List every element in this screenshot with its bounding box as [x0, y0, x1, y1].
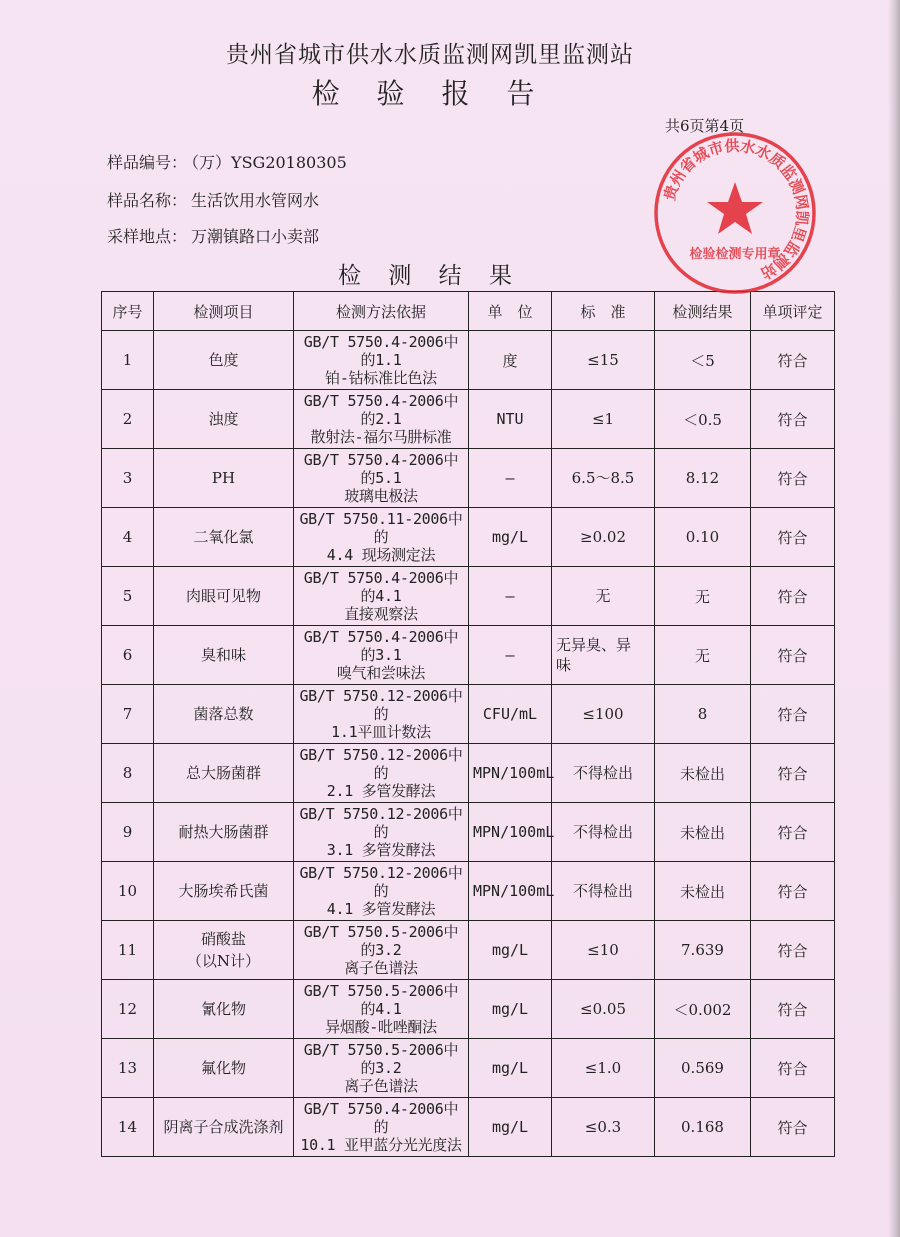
- cell-no: 9: [102, 803, 154, 862]
- cell-no: 12: [102, 980, 154, 1039]
- cell-standard: ≤10: [552, 921, 655, 980]
- cell-evaluation: 符合: [751, 626, 835, 685]
- report-title: 检 验 报 告: [311, 77, 549, 110]
- table-row: [102, 862, 835, 921]
- organization-name: 贵州省城市供水水质监测网凯里监测站: [226, 42, 634, 68]
- official-seal: [652, 130, 818, 296]
- cell-item: 菌落总数: [154, 685, 294, 744]
- cell-unit: —: [469, 626, 552, 685]
- cell-unit: mg/L: [469, 980, 552, 1039]
- cell-item: 二氧化氯: [154, 508, 294, 567]
- cell-evaluation: 符合: [751, 390, 835, 449]
- cell-standard: 不得检出: [552, 862, 655, 921]
- table-row: [102, 390, 835, 449]
- page-edge-shadow: [888, 0, 900, 1237]
- cell-no: 11: [102, 921, 154, 980]
- sample-id-label: 样品编号：: [107, 153, 188, 172]
- cell-result: 未检出: [655, 862, 751, 921]
- seal-ring-textpath: 贵州省城市供水水质监测网凯里监测站: [660, 136, 812, 283]
- cell-result: ＜5: [655, 331, 751, 390]
- results-table: [101, 291, 835, 1157]
- seal-sub-text: 检验检测专用章: [689, 247, 781, 262]
- sample-name-label: 样品名称：: [107, 191, 188, 210]
- cell-no: 8: [102, 744, 154, 803]
- table-row: [102, 331, 835, 390]
- cell-no: 4: [102, 508, 154, 567]
- cell-standard: 不得检出: [552, 803, 655, 862]
- page-indicator: 共6页第4页: [665, 117, 745, 135]
- header-unit: 单 位: [469, 292, 552, 331]
- cell-unit: MPN/100mL: [469, 744, 552, 803]
- cell-result: 8.12: [655, 449, 751, 508]
- cell-no: 7: [102, 685, 154, 744]
- header-evaluation: 单项评定: [751, 292, 835, 331]
- cell-evaluation: 符合: [751, 803, 835, 862]
- sample-name-value: 生活饮用水管网水: [191, 191, 320, 210]
- cell-no: 5: [102, 567, 154, 626]
- cell-result: ＜0.002: [655, 980, 751, 1039]
- sample-site-line: [107, 224, 319, 247]
- cell-result: 0.10: [655, 508, 751, 567]
- cell-unit: MPN/100mL: [469, 862, 552, 921]
- cell-method: GB/T 5750.4-2006中的4.1 直接观察法: [294, 567, 469, 626]
- cell-evaluation: 符合: [751, 685, 835, 744]
- cell-standard: ≤15: [552, 331, 655, 390]
- cell-evaluation: 符合: [751, 1098, 835, 1157]
- table-header-row: [102, 292, 835, 331]
- header-standard: 标 准: [552, 292, 655, 331]
- cell-standard: 无: [552, 567, 655, 626]
- cell-evaluation: 符合: [751, 567, 835, 626]
- cell-method: GB/T 5750.4-2006中的2.1 散射法-福尔马肼标准: [294, 390, 469, 449]
- cell-item: 肉眼可见物: [154, 567, 294, 626]
- cell-result: 0.569: [655, 1039, 751, 1098]
- cell-method: GB/T 5750.12-2006中的 4.1 多管发酵法: [294, 862, 469, 921]
- table-row: [102, 685, 835, 744]
- cell-evaluation: 符合: [751, 862, 835, 921]
- table-row: [102, 567, 835, 626]
- table-row: [102, 980, 835, 1039]
- cell-unit: CFU/mL: [469, 685, 552, 744]
- sample-name-line: [107, 188, 319, 211]
- sample-id-line: [107, 150, 347, 173]
- cell-method: GB/T 5750.5-2006中的3.2 离子色谱法: [294, 921, 469, 980]
- results-body: [102, 331, 835, 1157]
- table-row: [102, 744, 835, 803]
- sample-site-label: 采样地点：: [107, 227, 188, 246]
- results-title: 检 测 结 果: [338, 263, 522, 289]
- cell-result: 无: [655, 626, 751, 685]
- cell-result: 0.168: [655, 1098, 751, 1157]
- cell-evaluation: 符合: [751, 921, 835, 980]
- cell-standard: ≤1.0: [552, 1039, 655, 1098]
- cell-method: GB/T 5750.5-2006中的4.1 异烟酸-吡唑酮法: [294, 980, 469, 1039]
- cell-item: 耐热大肠菌群: [154, 803, 294, 862]
- header-method: 检测方法依据: [294, 292, 469, 331]
- cell-no: 13: [102, 1039, 154, 1098]
- cell-result: 8: [655, 685, 751, 744]
- cell-unit: 度: [469, 331, 552, 390]
- cell-evaluation: 符合: [751, 980, 835, 1039]
- header-result: 检测结果: [655, 292, 751, 331]
- table-row: [102, 508, 835, 567]
- cell-standard: ≤0.3: [552, 1098, 655, 1157]
- cell-method: GB/T 5750.4-2006中的1.1 铂-钴标准比色法: [294, 331, 469, 390]
- cell-no: 14: [102, 1098, 154, 1157]
- cell-item: 氟化物: [154, 1039, 294, 1098]
- cell-result: 未检出: [655, 744, 751, 803]
- cell-result: 无: [655, 567, 751, 626]
- cell-item: 硝酸盐 （以N计）: [154, 921, 294, 980]
- cell-unit: mg/L: [469, 508, 552, 567]
- cell-no: 6: [102, 626, 154, 685]
- cell-unit: mg/L: [469, 921, 552, 980]
- cell-unit: —: [469, 567, 552, 626]
- sample-site-value: 万潮镇路口小卖部: [191, 227, 320, 246]
- cell-method: GB/T 5750.12-2006中的 3.1 多管发酵法: [294, 803, 469, 862]
- cell-evaluation: 符合: [751, 1039, 835, 1098]
- cell-standard: 不得检出: [552, 744, 655, 803]
- cell-unit: —: [469, 449, 552, 508]
- cell-evaluation: 符合: [751, 449, 835, 508]
- table-row: [102, 921, 835, 980]
- cell-standard: ≤100: [552, 685, 655, 744]
- cell-item: PH: [154, 449, 294, 508]
- cell-item: 浊度: [154, 390, 294, 449]
- cell-evaluation: 符合: [751, 744, 835, 803]
- cell-standard: 6.5～8.5: [552, 449, 655, 508]
- cell-method: GB/T 5750.11-2006中的 4.4 现场测定法: [294, 508, 469, 567]
- cell-method: GB/T 5750.5-2006中的3.2 离子色谱法: [294, 1039, 469, 1098]
- seal-star-icon: [707, 182, 763, 234]
- cell-method: GB/T 5750.12-2006中的 1.1平皿计数法: [294, 685, 469, 744]
- cell-standard: ≥0.02: [552, 508, 655, 567]
- table-row: [102, 1039, 835, 1098]
- cell-method: GB/T 5750.12-2006中的 2.1 多管发酵法: [294, 744, 469, 803]
- cell-standard: ≤1: [552, 390, 655, 449]
- cell-method: GB/T 5750.4-2006中的 10.1 亚甲蓝分光光度法: [294, 1098, 469, 1157]
- header-no: 序号: [102, 292, 154, 331]
- header-item: 检测项目: [154, 292, 294, 331]
- cell-no: 2: [102, 390, 154, 449]
- cell-item: 大肠埃希氏菌: [154, 862, 294, 921]
- cell-unit: MPN/100mL: [469, 803, 552, 862]
- cell-standard: 无异臭、异 味: [552, 626, 655, 685]
- cell-result: 7.639: [655, 921, 751, 980]
- table-row: [102, 449, 835, 508]
- cell-item: 臭和味: [154, 626, 294, 685]
- cell-method: GB/T 5750.4-2006中的5.1 玻璃电极法: [294, 449, 469, 508]
- table-row: [102, 1098, 835, 1157]
- cell-result: 未检出: [655, 803, 751, 862]
- cell-standard: ≤0.05: [552, 980, 655, 1039]
- sample-id-value: （万）YSG20180305: [191, 153, 347, 172]
- cell-method: GB/T 5750.4-2006中的3.1 嗅气和尝味法: [294, 626, 469, 685]
- table-row: [102, 803, 835, 862]
- cell-item: 总大肠菌群: [154, 744, 294, 803]
- cell-no: 3: [102, 449, 154, 508]
- cell-unit: mg/L: [469, 1098, 552, 1157]
- cell-no: 10: [102, 862, 154, 921]
- cell-no: 1: [102, 331, 154, 390]
- cell-unit: mg/L: [469, 1039, 552, 1098]
- cell-item: 阴离子合成洗涤剂: [154, 1098, 294, 1157]
- cell-result: ＜0.5: [655, 390, 751, 449]
- cell-item: 氰化物: [154, 980, 294, 1039]
- cell-item: 色度: [154, 331, 294, 390]
- cell-evaluation: 符合: [751, 331, 835, 390]
- table-row: [102, 626, 835, 685]
- cell-evaluation: 符合: [751, 508, 835, 567]
- cell-unit: NTU: [469, 390, 552, 449]
